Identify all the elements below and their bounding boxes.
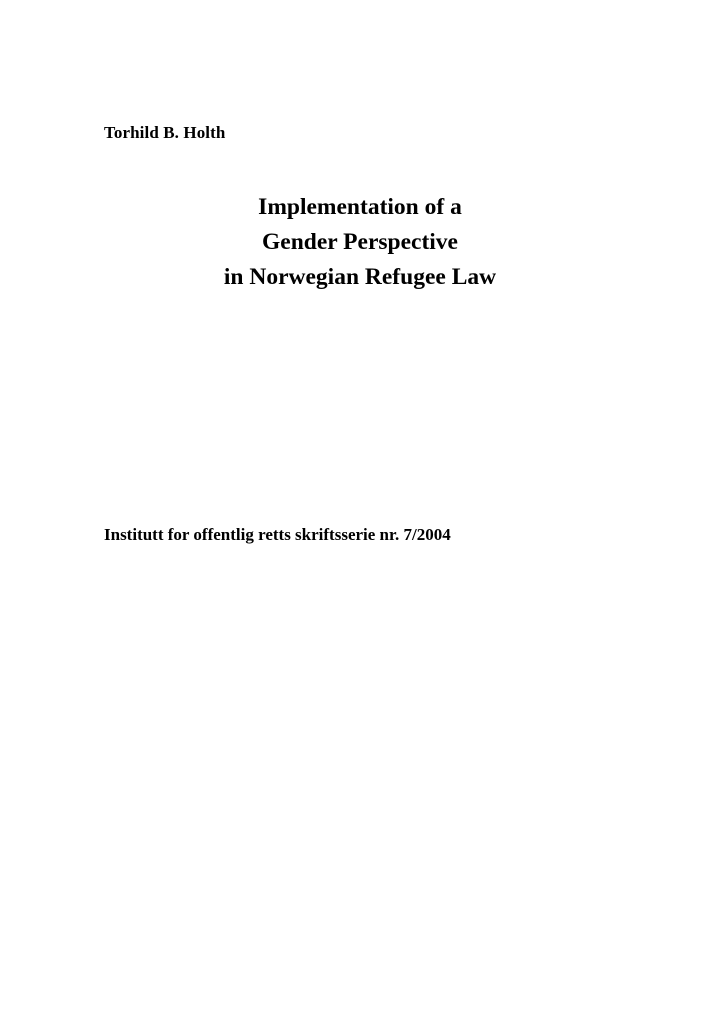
title-line-1: Implementation of a bbox=[258, 194, 462, 220]
title-line-3: in Norwegian Refugee Law bbox=[223, 264, 497, 290]
title-line-2: Gender Perspective bbox=[262, 229, 458, 255]
document-title bbox=[200, 190, 520, 295]
series-note: Institutt for offentlig retts skriftsserie nr. 7/2004 bbox=[104, 525, 451, 544]
author-name: Torhild B. Holth bbox=[104, 123, 226, 142]
